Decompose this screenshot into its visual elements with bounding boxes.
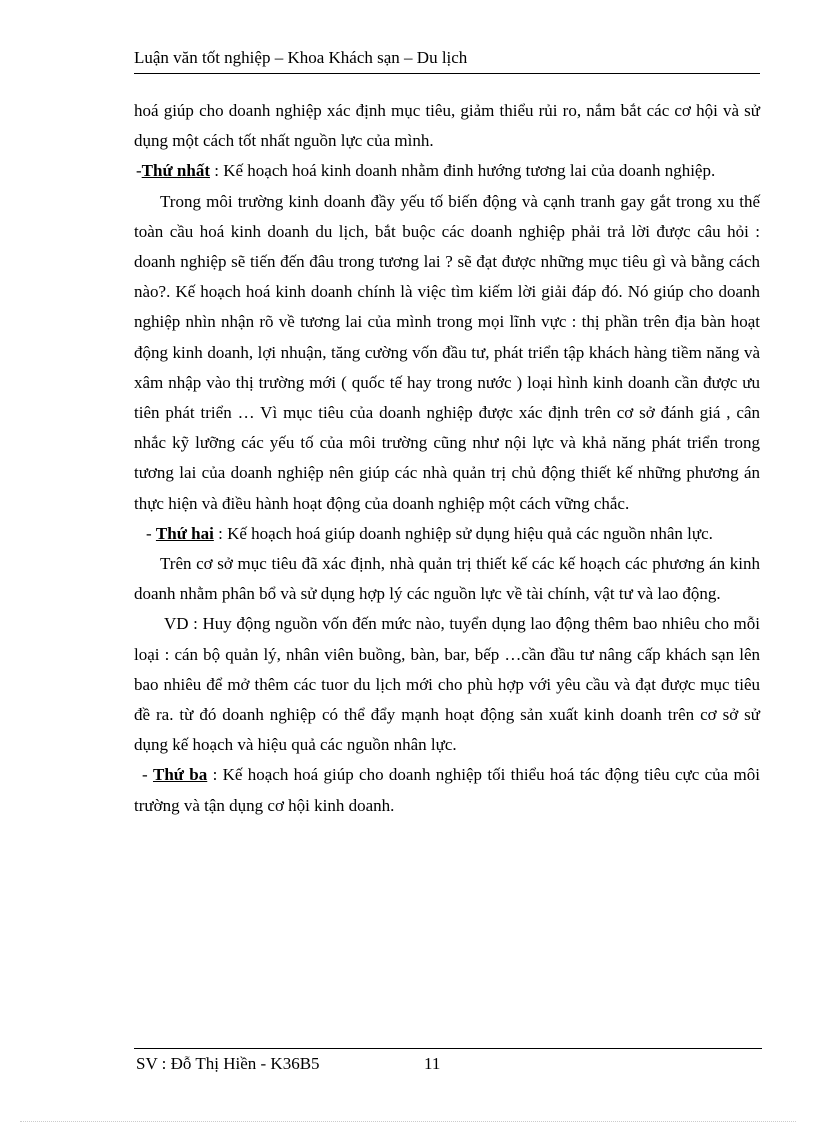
point-two-prefix: - xyxy=(146,523,156,543)
paragraph-intro: hoá giúp cho doanh nghiệp xác định mục tiêu, giảm thiểu rủi ro, nắm bắt các cơ hội và sử dụng một cách tốt nhất nguồn lực của mình. xyxy=(134,101,760,151)
point-two-text: : Kế hoạch hoá giúp doanh nghiệp sử dụng hiệu quả các nguồn nhân lực. xyxy=(213,523,713,543)
footer-divider xyxy=(134,1048,762,1049)
paragraph-business-environment: Trong môi trường kinh doanh đầy yếu tố biến động và cạnh tranh gay gắt trong xu thế toàn cầu hoá kinh doanh du lịch, bắt buộc các doanh nghiệp phải trả lời được câu hỏi : doanh nghiệp sẽ tiến đến đâu trong tương lai ? sẽ đạt được những mục tiêu gì và bằng cách nào?. Kế hoạch hoá kinh doanh chính là việc tìm kiếm lời giải đáp đó. Nó giúp cho doanh nghiệp nhìn nhận rõ về tương lai của mình trong mọi lĩnh vực : thị phần trên địa bàn hoạt động kinh doanh, lợi nhuận, tăng cường vốn đầu tư, phát triển tập khách hàng tiềm năng và xâm nhập vào thị trường mới ( quốc tế hay trong nước ) loại hình kinh doanh cần được ưu tiên phát triển … Vì mục tiêu của doanh nghiệp được xác định trên cơ sở đánh giá , cân nhắc kỹ lưỡng các yếu tố của môi trường cũng như nội lực và khả năng phát triển trong tương lai của doanh nghiệp nên giúp các nhà quản trị chủ động thiết kế những phương án thực hiện và điều hành hoạt động của doanh nghiệp một cách vững chắc. xyxy=(134,191,760,513)
document-body xyxy=(134,96,760,821)
footer-student-info: SV : Đỗ Thị Hiền - K36B5 xyxy=(136,1054,320,1073)
paragraph-resource-planning: Trên cơ sở mục tiêu đã xác định, nhà quản trị thiết kế các kế hoạch các phương án kinh doanh nhằm phân bổ và sử dụng hợp lý các nguồn lực về tài chính, vật tư và lao động. xyxy=(134,554,760,604)
paragraph-point-three xyxy=(134,760,760,820)
paragraph-point-two xyxy=(134,519,760,549)
footer-page-number: 11 xyxy=(424,1054,441,1073)
point-two-label: Thứ hai xyxy=(155,523,214,543)
point-one-prefix: - xyxy=(136,161,142,181)
paragraph-point-one xyxy=(134,156,760,186)
header-divider xyxy=(134,73,760,74)
page-bottom-edge xyxy=(20,1121,796,1122)
point-three-text: : Kế hoạch hoá giúp cho doanh nghiệp tối thiểu hoá tác động tiêu cực của môi trường và tận dụng cơ hội kinh doanh. xyxy=(134,765,760,815)
point-one-label: Thứ nhất xyxy=(141,161,210,181)
page-header-title: Luận văn tốt nghiệp – Khoa Khách sạn – Du lịch xyxy=(134,48,468,67)
point-one-text: : Kế hoạch hoá kinh doanh nhằm đinh hướng tương lai của doanh nghiệp. xyxy=(210,161,716,181)
paragraph-example: VD : Huy động nguồn vốn đến mức nào, tuyển dụng lao động thêm bao nhiêu cho mỗi loại : cán bộ quản lý, nhân viên buồng, bàn, bar, bếp …cần đầu tư nâng cấp khách sạn lên bao nhiêu để mở thêm các tuor du lịch mới cho phù hợp với yêu cầu và đạt được mục tiêu đề ra. từ đó doanh nghiệp có thể đẩy mạnh hoạt động sản xuất kinh doanh trên cơ sở sử dụng kế hoạch và hiệu quả các nguồn nhân lực. xyxy=(134,614,760,755)
point-three-prefix: - xyxy=(142,765,153,785)
point-three-label: Thứ ba xyxy=(152,765,208,785)
